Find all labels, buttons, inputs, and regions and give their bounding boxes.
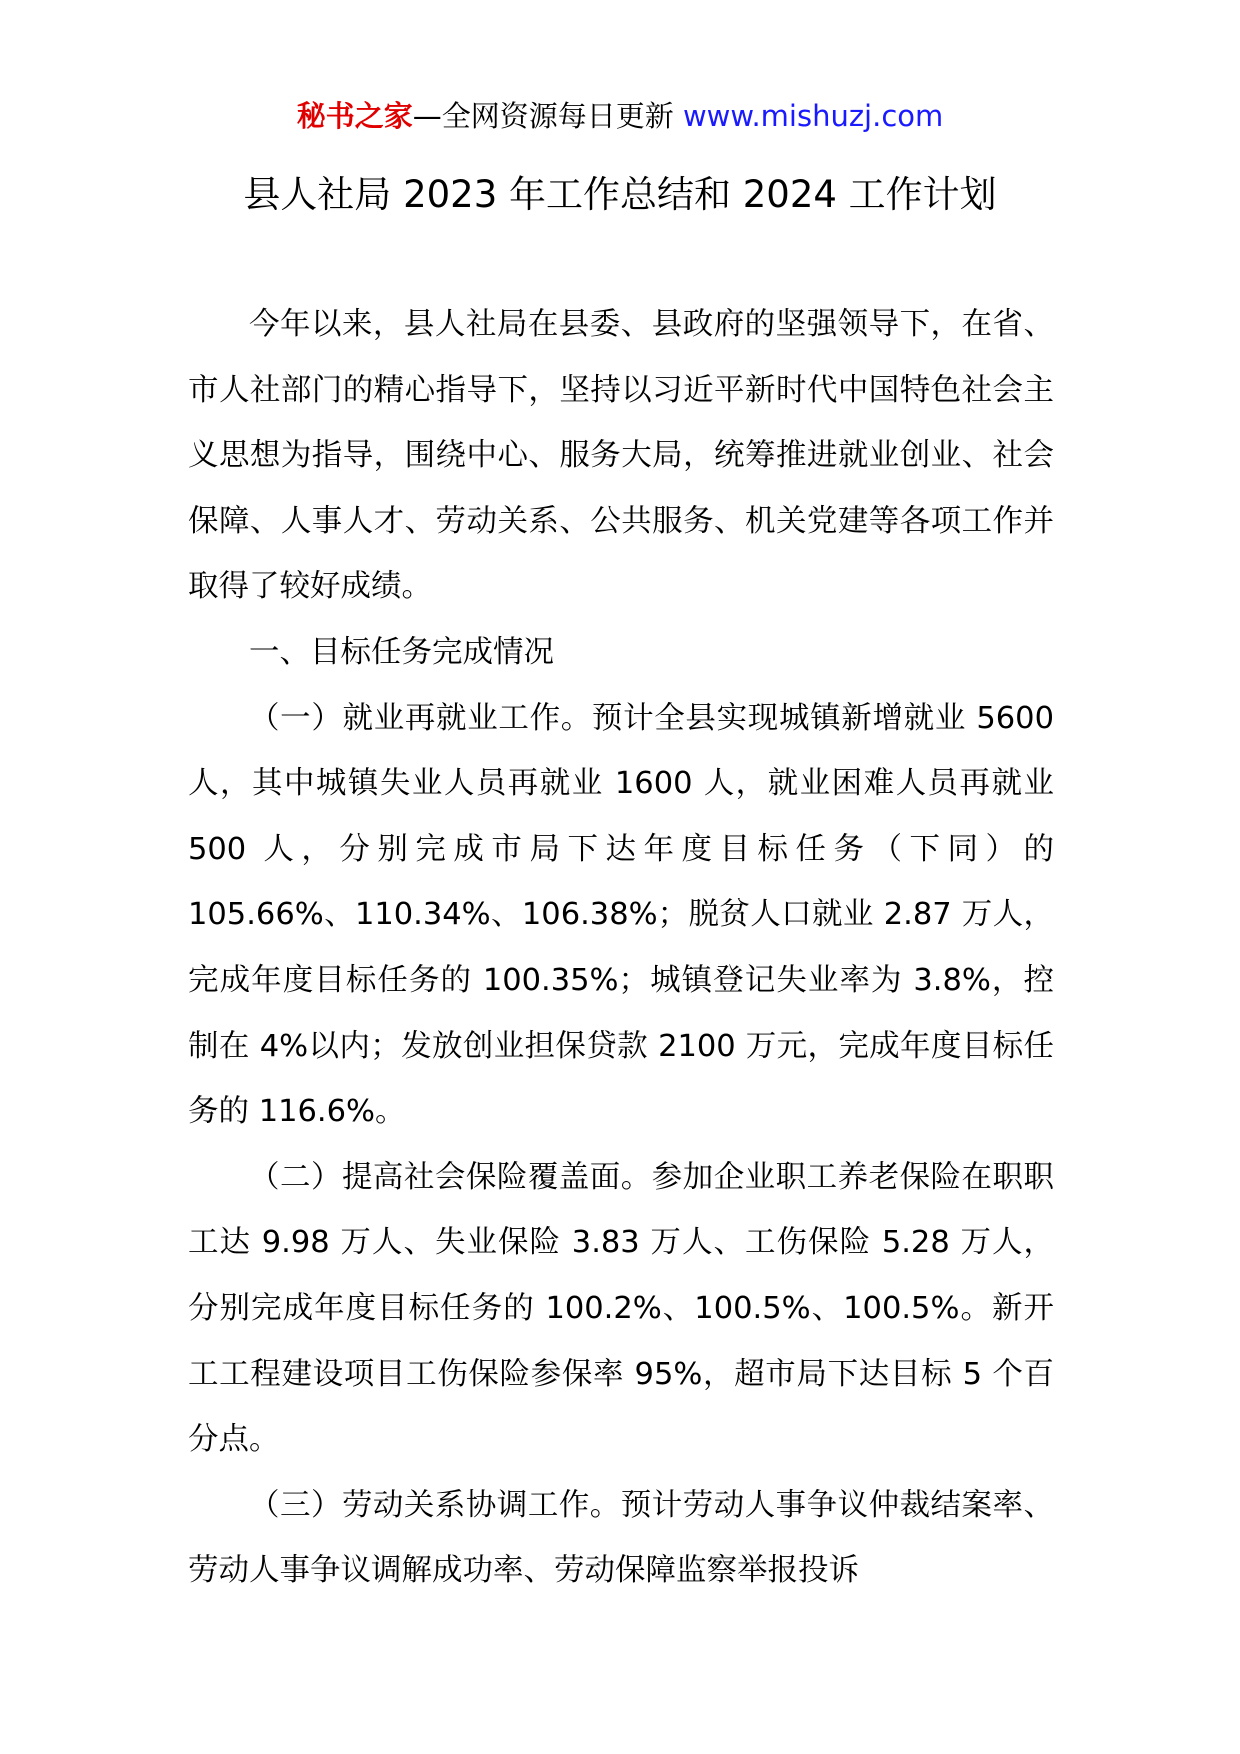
document-body bbox=[188, 292, 1054, 1604]
watermark-brand: 秘书之家 bbox=[296, 99, 413, 133]
document-title: 县人社局 2023 年工作总结和 2024 工作计划 bbox=[243, 173, 997, 216]
watermark-url[interactable]: www.mishuzj.com bbox=[682, 99, 944, 133]
social-insurance-paragraph: （二）提高社会保险覆盖面。参加企业职工养老保险在职职工达 9.98 万人、失业保险 3.83 万人、工伤保险 5.28 万人，分别完成年度目标任务的 100.2%、100.5%、100.5%。新开工工程建设项目工伤保险参保率 95%，超市局下达目标 5 个百分点。 bbox=[188, 1159, 1054, 1458]
labor-relations-paragraph: （三）劳动关系协调工作。预计劳动人事争议仲裁结案率、劳动人事争议调解成功率、劳动保障监察举报投诉 bbox=[188, 1487, 1054, 1589]
employment-paragraph: （一）就业再就业工作。预计全县实现城镇新增就业 5600 人，其中城镇失业人员再就业 1600 人，就业困难人员再就业 500 人，分别完成市局下达年度目标任务（下同）的 105.66%、110.34%、106.38%；脱贫人口就业 2.87 万人，完成年度目标任务的 100.35%；城镇登记失业率为 3.8%，控制在 4%以内；发放创业担保贷款 2100 万元，完成年度目标任务的 116.6%。 bbox=[188, 700, 1054, 1130]
watermark-slogan: —全网资源每日更新 bbox=[412, 99, 683, 133]
section-heading: 一、目标任务完成情况 bbox=[249, 634, 554, 670]
site-watermark bbox=[0, 96, 1240, 136]
intro-paragraph: 今年以来，县人社局在县委、县政府的坚强领导下，在省、市人社部门的精心指导下，坚持以习近平新时代中国特色社会主义思想为指导，围绕中心、服务大局，统筹推进就业创业、社会保障、人事人才、劳动关系、公共服务、机关党建等各项工作并取得了较好成绩。 bbox=[188, 307, 1054, 605]
